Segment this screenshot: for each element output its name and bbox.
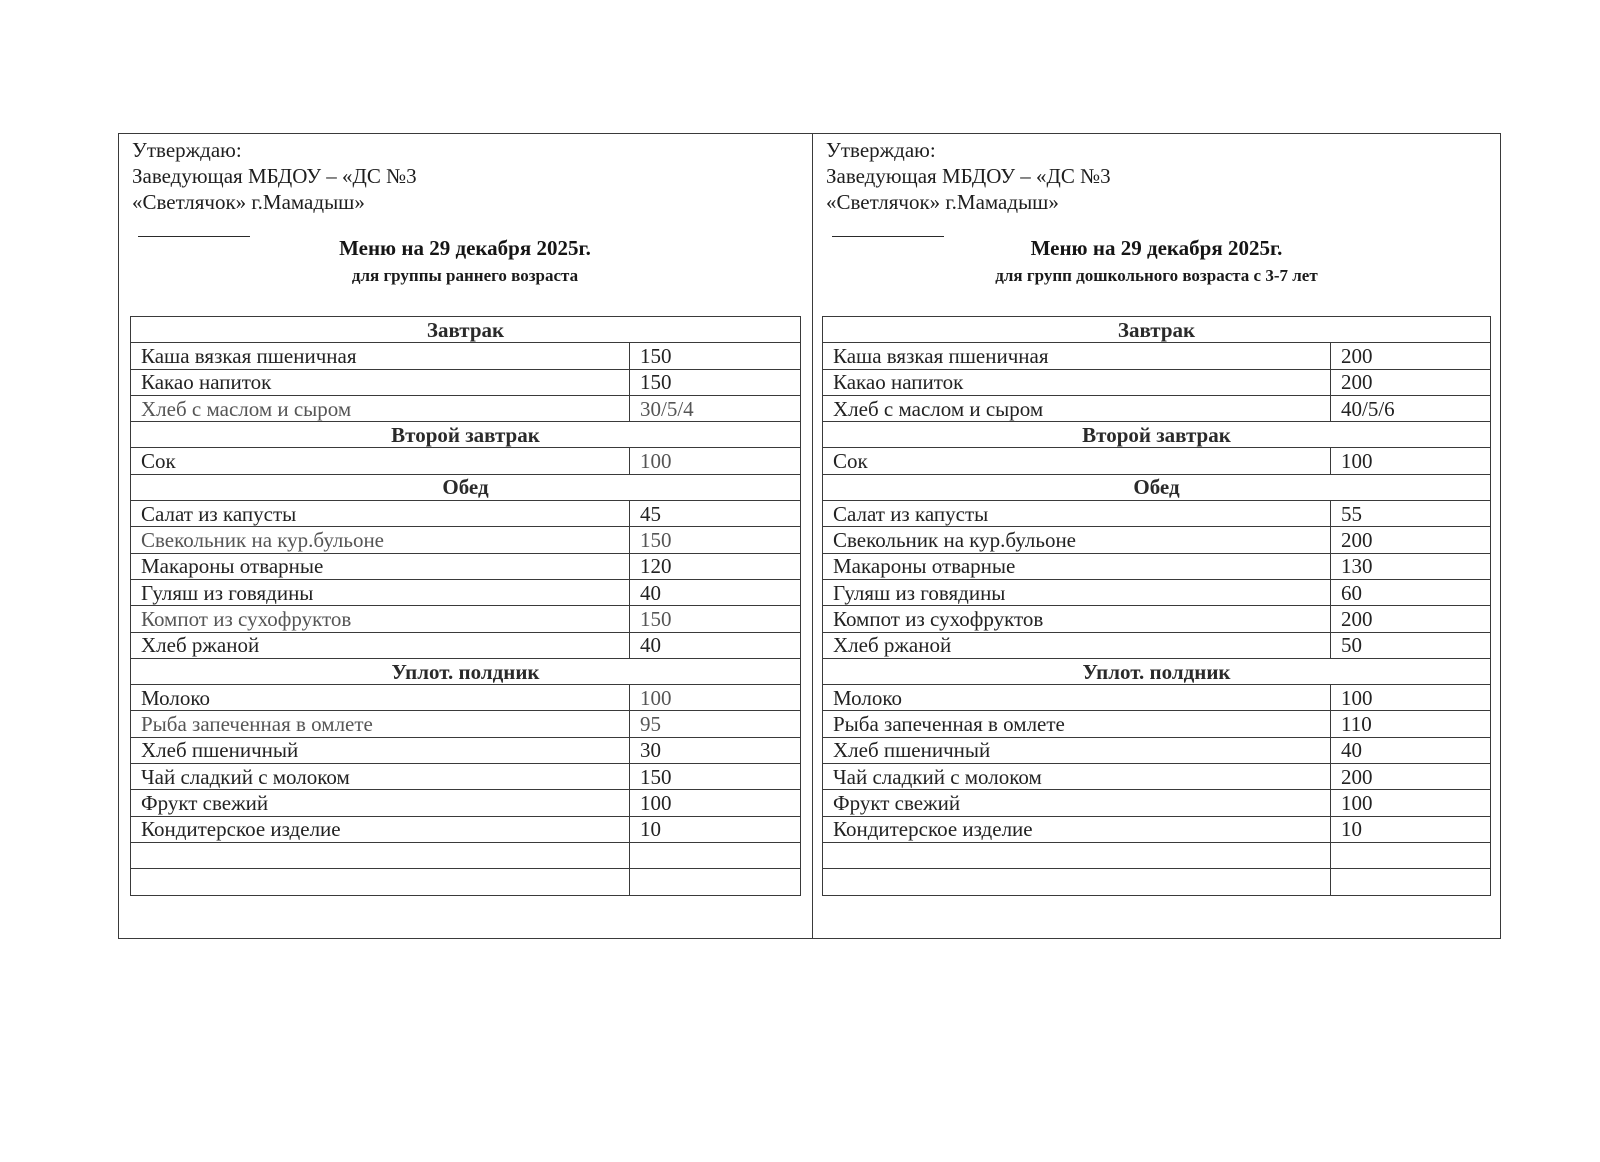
dish-name: Хлеб ржаной — [823, 632, 1331, 658]
dish-quantity: 40 — [630, 579, 801, 605]
dish-quantity: 40/5/6 — [1331, 395, 1491, 421]
dish-name: Салат из капусты — [823, 501, 1331, 527]
dish-name: Рыба запеченная в омлете — [823, 711, 1331, 737]
table-row — [131, 527, 801, 553]
dish-quantity: 150 — [630, 369, 801, 395]
table-row — [131, 501, 801, 527]
table-row — [131, 369, 801, 395]
approval-position: Заведующая МБДОУ – «ДС №3 — [132, 164, 417, 188]
dish-name: Хлеб пшеничный — [131, 737, 630, 763]
menu-panel-early-age — [118, 133, 812, 939]
empty-cell — [1331, 842, 1491, 868]
table-row — [823, 579, 1491, 605]
section-row — [823, 422, 1491, 448]
menu-title: Меню на 29 декабря 2025г. — [1030, 236, 1283, 260]
dish-quantity: 150 — [630, 343, 801, 369]
dish-quantity: 200 — [1331, 369, 1491, 395]
table-row — [131, 790, 801, 816]
table-row — [131, 632, 801, 658]
dish-quantity: 200 — [1331, 606, 1491, 632]
dish-quantity: 50 — [1331, 632, 1491, 658]
dish-name: Кондитерское изделие — [823, 816, 1331, 842]
dish-quantity: 150 — [630, 527, 801, 553]
table-row — [131, 579, 801, 605]
table-row — [131, 711, 801, 737]
dish-quantity: 10 — [630, 816, 801, 842]
dish-name: Хлеб пшеничный — [823, 737, 1331, 763]
dish-name: Хлеб с маслом и сыром — [131, 395, 630, 421]
dish-name: Чай сладкий с молоком — [131, 764, 630, 790]
table-row — [131, 606, 801, 632]
section-header: Завтрак — [131, 317, 801, 343]
dish-quantity: 100 — [630, 790, 801, 816]
dish-name: Каша вязкая пшеничная — [823, 343, 1331, 369]
table-row — [823, 369, 1491, 395]
dish-name: Каша вязкая пшеничная — [131, 343, 630, 369]
dish-quantity: 130 — [1331, 553, 1491, 579]
dish-name: Фрукт свежий — [131, 790, 630, 816]
dish-quantity: 30/5/4 — [630, 395, 801, 421]
section-header: Завтрак — [823, 317, 1491, 343]
table-row — [823, 553, 1491, 579]
approval-position: Заведующая МБДОУ – «ДС №3 — [826, 164, 1111, 188]
section-header: Обед — [131, 474, 801, 500]
approval-label: Утверждаю: — [132, 138, 242, 162]
table-row — [823, 527, 1491, 553]
dish-quantity: 150 — [630, 764, 801, 790]
table-row — [823, 343, 1491, 369]
table-row — [131, 737, 801, 763]
dish-quantity: 100 — [630, 448, 801, 474]
table-row — [131, 343, 801, 369]
dish-name: Компот из сухофруктов — [823, 606, 1331, 632]
menu-title: Меню на 29 декабря 2025г. — [339, 236, 591, 260]
dish-name: Салат из капусты — [131, 501, 630, 527]
table-row — [823, 632, 1491, 658]
dish-quantity: 110 — [1331, 711, 1491, 737]
empty-cell — [630, 842, 801, 868]
dish-name: Сок — [131, 448, 630, 474]
section-row — [823, 317, 1491, 343]
dish-quantity: 100 — [1331, 790, 1491, 816]
dish-name: Компот из сухофруктов — [131, 606, 630, 632]
empty-row — [823, 842, 1491, 868]
table-row — [823, 711, 1491, 737]
empty-cell — [131, 842, 630, 868]
section-header: Обед — [823, 474, 1491, 500]
table-row — [131, 553, 801, 579]
approval-label: Утверждаю: — [826, 138, 936, 162]
dish-quantity: 200 — [1331, 343, 1491, 369]
menu-subtitle: для группы раннего возраста — [351, 266, 579, 285]
section-header: Уплот. полдник — [823, 658, 1491, 684]
section-row — [131, 422, 801, 448]
section-header: Уплот. полдник — [131, 658, 801, 684]
table-row — [823, 606, 1491, 632]
dish-quantity: 200 — [1331, 764, 1491, 790]
empty-cell — [1331, 869, 1491, 895]
approval-organization: «Светлячок» г.Мамадыш» — [132, 190, 365, 214]
section-header: Второй завтрак — [131, 422, 801, 448]
section-row — [823, 474, 1491, 500]
approval-organization: «Светлячок» г.Мамадыш» — [826, 190, 1059, 214]
table-row — [823, 501, 1491, 527]
empty-row — [131, 842, 801, 868]
table-row — [131, 816, 801, 842]
dish-quantity: 95 — [630, 711, 801, 737]
table-row — [823, 685, 1491, 711]
dish-quantity: 45 — [630, 501, 801, 527]
dish-quantity: 40 — [630, 632, 801, 658]
empty-row — [131, 869, 801, 895]
table-row — [823, 395, 1491, 421]
section-row — [131, 317, 801, 343]
dish-name: Молоко — [823, 685, 1331, 711]
table-row — [823, 448, 1491, 474]
menu-table — [130, 316, 801, 896]
empty-cell — [823, 869, 1331, 895]
dish-name: Сок — [823, 448, 1331, 474]
dish-name: Чай сладкий с молоком — [823, 764, 1331, 790]
table-row — [131, 685, 801, 711]
dish-quantity: 200 — [1331, 527, 1491, 553]
section-row — [131, 474, 801, 500]
dish-name: Какао напиток — [131, 369, 630, 395]
section-row — [131, 658, 801, 684]
dish-name: Хлеб с маслом и сыром — [823, 395, 1331, 421]
dish-name: Хлеб ржаной — [131, 632, 630, 658]
dish-quantity: 40 — [1331, 737, 1491, 763]
dish-name: Свекольник на кур.бульоне — [131, 527, 630, 553]
empty-cell — [131, 869, 630, 895]
dish-name: Какао напиток — [823, 369, 1331, 395]
table-row — [131, 764, 801, 790]
section-row — [823, 658, 1491, 684]
table-row — [823, 816, 1491, 842]
dish-name: Молоко — [131, 685, 630, 711]
menu-panel-preschool — [812, 133, 1501, 939]
menu-table — [822, 316, 1491, 896]
dish-quantity: 100 — [1331, 448, 1491, 474]
dish-name: Кондитерское изделие — [131, 816, 630, 842]
dish-quantity: 55 — [1331, 501, 1491, 527]
dish-name: Макароны отварные — [131, 553, 630, 579]
approval-block — [826, 137, 1111, 215]
empty-cell — [823, 842, 1331, 868]
table-row — [823, 737, 1491, 763]
dish-quantity: 30 — [630, 737, 801, 763]
section-header: Второй завтрак — [823, 422, 1491, 448]
approval-block — [132, 137, 417, 215]
table-row — [131, 395, 801, 421]
table-row — [131, 448, 801, 474]
dish-quantity: 60 — [1331, 579, 1491, 605]
dish-name: Гуляш из говядины — [131, 579, 630, 605]
dish-quantity: 150 — [630, 606, 801, 632]
dish-name: Макароны отварные — [823, 553, 1331, 579]
table-row — [823, 764, 1491, 790]
empty-cell — [630, 869, 801, 895]
dish-name: Гуляш из говядины — [823, 579, 1331, 605]
dish-name: Свекольник на кур.бульоне — [823, 527, 1331, 553]
dish-name: Рыба запеченная в омлете — [131, 711, 630, 737]
empty-row — [823, 869, 1491, 895]
dish-name: Фрукт свежий — [823, 790, 1331, 816]
dish-quantity: 10 — [1331, 816, 1491, 842]
dish-quantity: 100 — [630, 685, 801, 711]
menu-subtitle: для групп дошкольного возраста с 3-7 лет — [995, 266, 1318, 285]
table-row — [823, 790, 1491, 816]
dish-quantity: 120 — [630, 553, 801, 579]
dish-quantity: 100 — [1331, 685, 1491, 711]
